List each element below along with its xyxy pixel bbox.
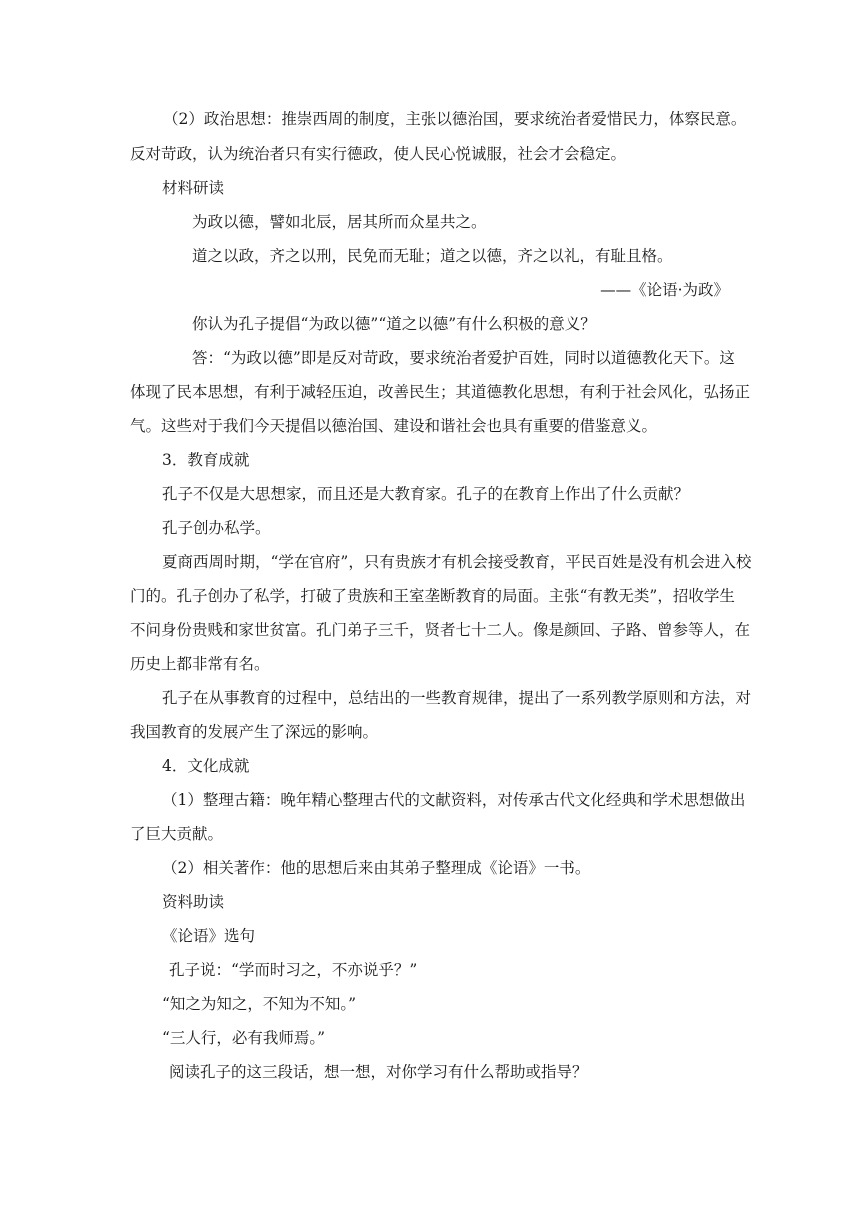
teaching-paragraph-line-2: 我国教育的发展产生了深远的影响。 xyxy=(130,723,379,741)
quote-line-2: 道之以政，齐之以刑，民免而无耻；道之以德，齐之以礼，有耻且格。 xyxy=(192,247,673,265)
reading-aid-heading: 资料助读 xyxy=(162,893,225,911)
answer-line-3: 气。这些对于我们今天提倡以德治国、建设和谐社会也具有重要的借鉴意义。 xyxy=(130,417,658,435)
teaching-paragraph-line-1: 孔子在从事教育的过程中，总结出的一些教育规律，提出了一系列教学原则和方法，对 xyxy=(162,689,752,707)
education-paragraph-line-2: 门的。孔子创办了私学，打破了贵族和王室垄断教育的局面。主张“有教无类”，招收学生 xyxy=(130,587,735,605)
works-paragraph: （2）相关著作：他的思想后来由其弟子整理成《论语》一书。 xyxy=(162,859,591,877)
answer-line-2: 体现了民本思想，有利于减轻压迫，改善民生；其道德教化思想，有利于社会风化，弘扬正 xyxy=(130,383,751,401)
question-virtue-rule: 你认为孔子提倡“为政以德”“道之以德”有什么积极的意义？ xyxy=(192,315,596,333)
material-reading-heading: 材料研读 xyxy=(162,179,225,197)
quote-source: ——《论语·为政》 xyxy=(600,281,729,299)
education-paragraph-line-1: 夏商西周时期，“学在官府”，只有贵族才有机会接受教育，平民百姓是没有机会进入校 xyxy=(162,553,752,571)
section-culture-heading: 4．文化成就 xyxy=(162,757,250,775)
quote-line-1: 为政以德，譬如北辰，居其所而众星共之。 xyxy=(192,213,487,231)
analects-quote-1: 孔子说：“学而时习之，不亦说乎？” xyxy=(169,961,418,979)
classics-paragraph-line-2: 了巨大贡献。 xyxy=(130,825,224,843)
politics-paragraph-line-2: 反对苛政，认为统治者只有实行德政，使人民心悦诚服，社会才会稳定。 xyxy=(130,145,627,163)
question-education: 孔子不仅是大思想家，而且还是大教育家。孔子的在教育上作出了什么贡献？ xyxy=(162,485,690,503)
analects-quote-3: “三人行，必有我师焉。” xyxy=(162,1029,326,1047)
answer-line-1: 答：“为政以德”即是反对苛政，要求统治者爱护百姓，同时以道德教化天下。这 xyxy=(192,349,735,367)
classics-paragraph-line-1: （1）整理古籍：晚年精心整理古代的文献资料，对传承古代文化经典和学术思想做出 xyxy=(162,791,746,809)
analects-quote-2: “知之为知之，不知为不知。” xyxy=(162,995,357,1013)
education-paragraph-line-4: 历史上都非常有名。 xyxy=(130,655,270,673)
section-education-heading: 3．教育成就 xyxy=(162,451,250,469)
politics-paragraph-line-1: （2）政治思想：推崇西周的制度，主张以德治国，要求统治者爱惜民力，体察民意。 xyxy=(163,110,747,128)
question-study-guidance: 阅读孔子的这三段话，想一想，对你学习有什么帮助或指导？ xyxy=(169,1063,588,1081)
private-school-line: 孔子创办私学。 xyxy=(162,519,271,537)
analects-heading: 《论语》选句 xyxy=(162,927,256,945)
education-paragraph-line-3: 不问身份贵贱和家世贫富。孔门弟子三千，贤者七十二人。像是颜回、子路、曾参等人，在 xyxy=(130,621,751,639)
